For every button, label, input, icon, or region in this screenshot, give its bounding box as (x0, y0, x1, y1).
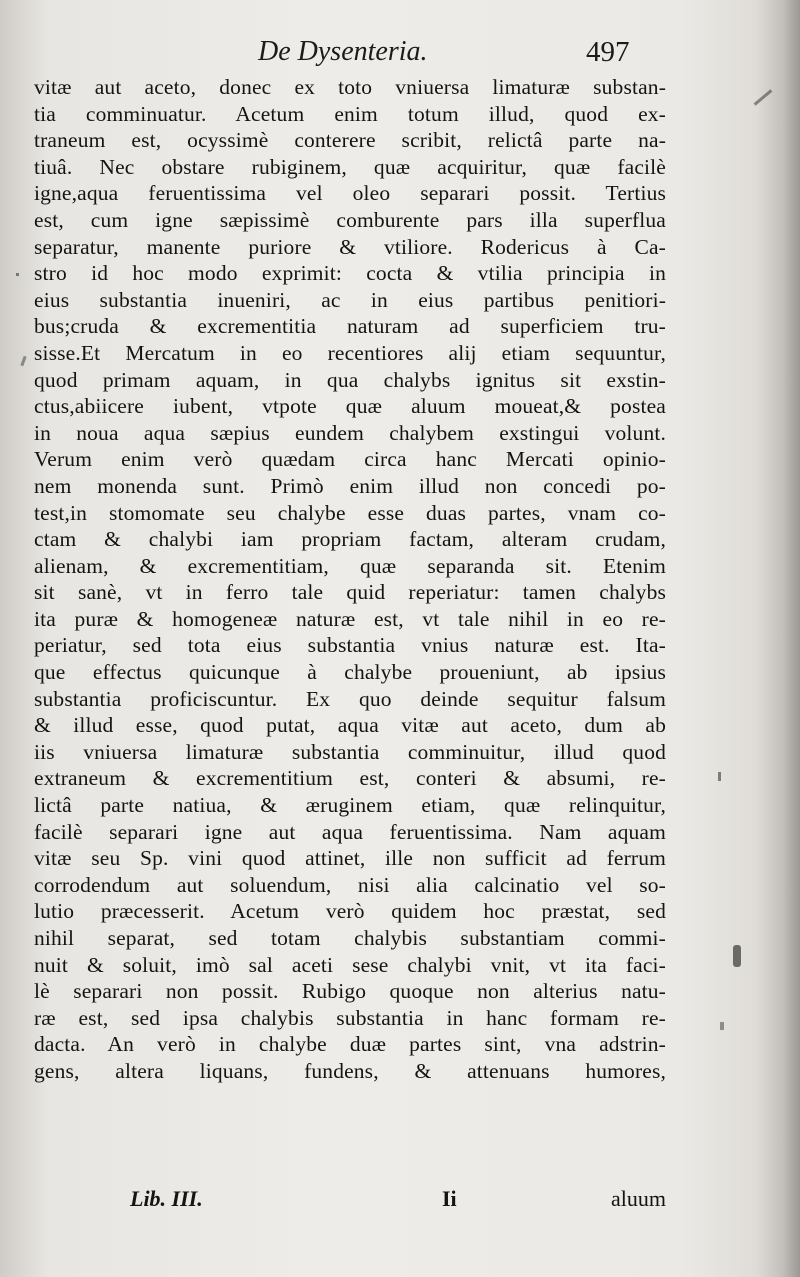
text-line: traneum est, ocyssimè conterere scribit, relictâ parte na- (34, 128, 666, 153)
text-line: est, cum igne sæpissimè comburente pars illa superflua (34, 207, 666, 232)
text-line: periatur, sed tota eius substantia vnius naturæ est. Ita- (34, 633, 666, 658)
text-line: sit sanè, vt in ferro tale quid reperiatur: tamen chalybs (34, 580, 666, 605)
page-header (36, 36, 656, 76)
page-gutter-shadow (756, 0, 800, 1277)
text-line: lè separari non possit. Rubigo quoque non alterius natu- (34, 979, 666, 1004)
text-line: eius substantia inueniri, ac in eius partibus penitiori- (34, 287, 666, 312)
book-signature: Lib. III. (130, 1186, 203, 1211)
page-footer (34, 1186, 666, 1216)
text-line: ctam & chalybi iam propriam factam, alteram crudam, (34, 527, 666, 552)
text-line: lictâ parte natiua, & æruginem etiam, quæ relinquitur, (34, 793, 666, 818)
text-line: bus;cruda & excrementitia naturam ad superficiem tru- (34, 314, 666, 339)
text-line: ræ est, sed ipsa chalybis substantia in hanc formam re- (34, 1005, 666, 1030)
text-line: sisse.Et Mercatum in eo recentiores alij etiam sequuntur, (34, 340, 666, 365)
text-line: nihil separat, sed totam chalybis substantiam commi- (34, 926, 666, 950)
text-line: facilè separari igne aut aqua feruentissima. Nam aquam (34, 819, 666, 844)
text-line: Verum enim verò quædam circa hanc Mercati opinio- (34, 447, 666, 472)
text-line: ita puræ & homogeneæ naturæ est, vt tale nihil in eo re- (34, 606, 666, 631)
scan-speck (16, 273, 19, 276)
scan-speck (720, 1022, 724, 1030)
text-line: in noua aqua sæpius eundem chalybem exstingui volunt. (34, 420, 666, 445)
text-line: extraneum & excrementitium est, conteri & absumi, re- (34, 766, 666, 791)
text-line: tiuâ. Nec obstare rubiginem, quæ acquiritur, quæ facilè (34, 154, 666, 179)
catchword: aluum (611, 1186, 666, 1211)
text-line: igne,aqua feruentissima vel oleo separari possit. Tertius (34, 181, 666, 206)
text-line: que effectus quicunque à chalybe proueniunt, ab ipsius (34, 660, 666, 685)
text-line: tia comminuatur. Acetum enim totum illud, quod ex- (34, 101, 666, 126)
text-line: vitæ seu Sp. vini quod attinet, ille non sufficit ad ferrum (34, 846, 666, 871)
text-line: gens, altera liquans, fundens, & attenuans humores, (34, 1058, 666, 1083)
text-line: vitæ aut aceto, donec ex toto vniuersa limaturæ substan- (34, 75, 666, 99)
text-line: corrodendum aut soluendum, nisi alia calcinatio vel so- (34, 872, 666, 897)
body-text (34, 74, 666, 1085)
page-number: 497 (586, 36, 630, 68)
text-line: alienam, & excrementitiam, quæ separanda sit. Etenim (34, 553, 666, 578)
scan-speck (733, 945, 741, 967)
running-title: De Dysenteria. (258, 36, 428, 67)
text-line: quod primam aquam, in qua chalybs ignitus sit exstin- (34, 367, 666, 392)
scan-speck (718, 772, 721, 781)
quire-mark: Ii (442, 1186, 457, 1211)
text-line: iis vniuersa limaturæ substantia comminuitur, illud quod (34, 739, 666, 764)
scan-speck (20, 356, 26, 366)
text-line: stro id hoc modo exprimit: cocta & vtilia principia in (34, 261, 666, 286)
text-line: dacta. An verò in chalybe duæ partes sint, vna adstrin- (34, 1032, 666, 1057)
text-line: separatur, manente puriore & vtiliore. Rodericus à Ca- (34, 234, 666, 259)
text-line: nem monenda sunt. Primò enim illud non concedi po- (34, 473, 666, 498)
text-line: ctus,abiicere iubent, vtpote quæ aluum moueat,& postea (34, 394, 666, 419)
text-line: lutio præcesserit. Acetum verò quidem hoc præstat, sed (34, 899, 666, 924)
text-line: nuit & soluit, imò sal aceti sese chalybi vnit, vt ita faci- (34, 952, 666, 977)
text-line: test,in stomomate seu chalybe esse duas partes, vnam co- (34, 500, 666, 525)
text-line: substantia proficiscuntur. Ex quo deinde sequitur falsum (34, 686, 666, 711)
text-line: & illud esse, quod putat, aqua vitæ aut aceto, dum ab (34, 713, 666, 738)
